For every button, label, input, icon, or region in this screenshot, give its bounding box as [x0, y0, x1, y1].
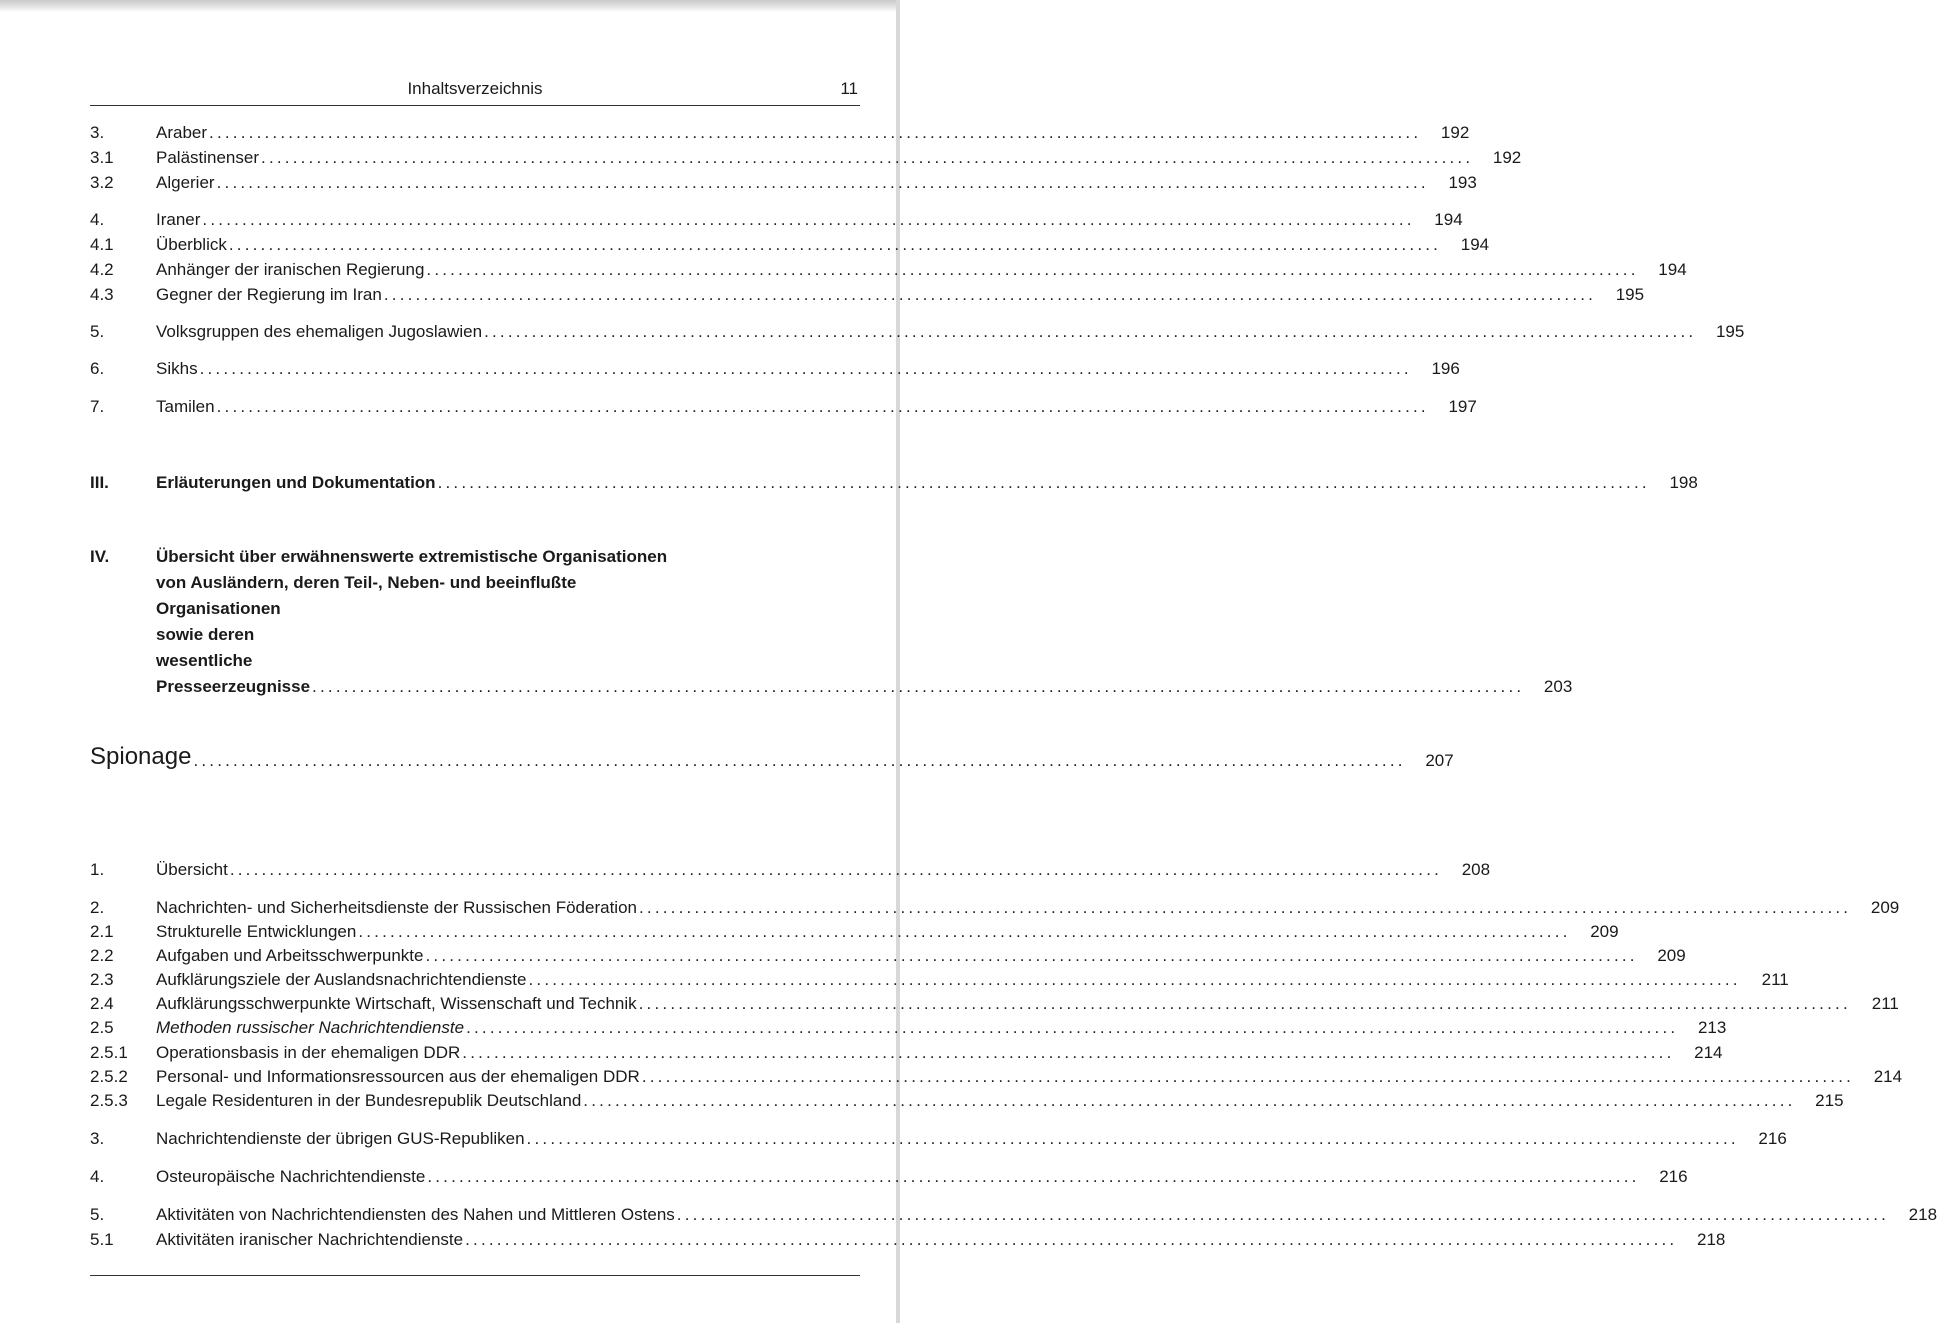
scan-edge-right — [896, 0, 900, 1323]
toc-section-iii[interactable] — [90, 472, 1698, 494]
entry-page: 195 — [1615, 285, 1645, 304]
toc-entry[interactable] — [90, 1128, 1787, 1150]
toc-entry[interactable] — [90, 172, 1477, 194]
entry-page: 214 — [1694, 1043, 1723, 1062]
entry-number: 4.3 — [90, 285, 114, 304]
entry-label: Operationsbasis in der ehemaligen DDR — [156, 1043, 461, 1062]
dot-leader: ......................................................................................................................................................... — [199, 359, 1412, 378]
toc-entry[interactable] — [90, 1042, 1723, 1064]
entry-number: 2.1 — [90, 922, 114, 941]
toc-entry[interactable] — [90, 993, 1899, 1015]
header-rule — [90, 105, 860, 106]
entry-number: 4.1 — [90, 235, 114, 254]
toc-entry[interactable] — [90, 259, 1687, 281]
dot-leader: ......................................................................................................................................................... — [427, 1167, 1640, 1186]
dot-leader: ......................................................................................................................................................... — [462, 1043, 1675, 1062]
dot-leader: ......................................................................................................................................................... — [202, 210, 1415, 229]
entry-number: 7. — [90, 397, 105, 416]
section-number: III. — [90, 473, 109, 492]
entry-number: 2.5 — [90, 1018, 114, 1037]
entry-number: 2.5.2 — [90, 1067, 128, 1086]
entry-page: 209 — [1590, 922, 1619, 941]
toc-entry[interactable] — [90, 897, 1900, 919]
entry-number: 4. — [90, 1167, 105, 1186]
entry-page: 216 — [1758, 1129, 1787, 1148]
toc-entry[interactable] — [90, 147, 1522, 169]
section-title-line-3: Organisationen sowie deren wesentliche Presseerzeugnisse — [156, 599, 311, 696]
header-title: Inhaltsverzeichnis — [407, 79, 543, 98]
entry-page: 197 — [1448, 397, 1477, 416]
dot-leader: ......................................................................................................................................................... — [228, 235, 1442, 254]
entry-label: Volksgruppen des ehemaligen Jugoslawien — [156, 322, 483, 341]
entry-page: 211 — [1761, 970, 1789, 989]
dot-leader: ......................................................................................................................................................... — [676, 1205, 1890, 1224]
entry-number: 3.2 — [90, 173, 114, 192]
entry-label: Tamilen — [156, 397, 215, 416]
entry-page: 209 — [1657, 946, 1686, 965]
dot-leader: ......................................................................................................................................................... — [193, 751, 1406, 770]
section-label: Erläuterungen und Dokumentation — [156, 473, 436, 492]
entry-number: 3. — [90, 123, 105, 142]
dot-leader: ......................................................................................................................................................... — [216, 397, 1429, 416]
dot-leader: ......................................................................................................................................................... — [528, 970, 1741, 989]
entry-label: Aktivitäten iranischer Nachrichtendienste — [156, 1230, 464, 1249]
entry-label: Personal- und Informationsressourcen aus der ehemaligen DDR — [156, 1067, 640, 1086]
entry-number: 4. — [90, 210, 105, 229]
entry-page: 211 — [1871, 994, 1899, 1013]
entry-number: 2.5.3 — [90, 1091, 128, 1110]
toc-entry[interactable] — [90, 969, 1789, 991]
entry-page: 193 — [1448, 173, 1477, 192]
entry-label: Palästinenser — [156, 148, 260, 167]
toc-entry[interactable] — [90, 209, 1463, 231]
dot-leader: ......................................................................................................................................................... — [229, 860, 1443, 879]
entry-label: Aufgaben und Arbeitsschwerpunkte — [156, 946, 424, 965]
entry-number: 2.3 — [90, 970, 114, 989]
entry-page: 195 — [1715, 322, 1745, 341]
entry-number: 1. — [90, 860, 105, 879]
toc-entry[interactable] — [90, 396, 1477, 418]
entry-number: 3. — [90, 1129, 105, 1148]
entry-label: Iraner — [156, 210, 201, 229]
toc-entry[interactable] — [90, 859, 1491, 881]
entry-number: 4.2 — [90, 260, 114, 279]
entry-label: Strukturelle Entwicklungen — [156, 922, 357, 941]
entry-label: Aufklärungsziele der Auslandsnachrichtendienste — [156, 970, 527, 989]
entry-number: 5. — [90, 322, 105, 341]
entry-page: 214 — [1873, 1067, 1903, 1086]
entry-label: Araber — [156, 123, 208, 142]
toc-section-iv[interactable] — [90, 544, 1573, 696]
section-page: 198 — [1669, 473, 1698, 492]
toc-entry[interactable] — [90, 1066, 1903, 1088]
entry-page: 196 — [1431, 359, 1460, 378]
entry-page: 208 — [1461, 860, 1491, 879]
toc-entry[interactable] — [90, 284, 1645, 306]
entry-page: 213 — [1697, 1018, 1727, 1037]
toc-entry[interactable] — [90, 358, 1460, 380]
toc-entry[interactable] — [90, 234, 1490, 256]
section-title-line-2: von Ausländern, deren Teil-, Neben- und beeinflußte — [156, 573, 577, 592]
section-number: IV. — [90, 547, 110, 566]
dot-leader: ......................................................................................................................................................... — [465, 1230, 1678, 1249]
entry-page: 215 — [1815, 1091, 1844, 1110]
entry-number: 2.2 — [90, 946, 114, 965]
entry-page: 194 — [1434, 210, 1463, 229]
toc-entry[interactable] — [90, 1017, 1727, 1039]
entry-label: Anhänger der iranischen Regierung — [156, 260, 425, 279]
dot-leader: ......................................................................................................................................................... — [638, 994, 1851, 1013]
entry-page: 218 — [1696, 1230, 1726, 1249]
entry-label: Überblick — [156, 235, 227, 254]
section-title-line-1: Übersicht über erwähnenswerte extremistische Organisationen — [156, 547, 668, 566]
entry-label: Algerier — [156, 173, 215, 192]
entry-number: 5.1 — [90, 1230, 114, 1249]
toc-entry[interactable] — [90, 921, 1619, 943]
entry-page: 216 — [1659, 1167, 1688, 1186]
footer-rule — [90, 1275, 860, 1276]
dot-leader: ......................................................................................................................................................... — [383, 285, 1597, 304]
dot-leader: ......................................................................................................................................................... — [358, 922, 1571, 941]
entry-label: Osteuropäische Nachrichtendienste — [156, 1167, 426, 1186]
toc-entry[interactable] — [90, 122, 1470, 144]
dot-leader: ......................................................................................................................................................... — [209, 123, 1422, 142]
entry-number: 2. — [90, 898, 105, 917]
entry-page: 209 — [1870, 898, 1900, 917]
dot-leader: ......................................................................................................................................................... — [638, 898, 1852, 917]
entry-page: 192 — [1440, 123, 1470, 142]
entry-label: Nachrichten- und Sicherheitsdienste der Russischen Föderation — [156, 898, 637, 917]
entry-label: Sikhs — [156, 359, 198, 378]
entry-page: 194 — [1658, 260, 1687, 279]
toc-entry[interactable] — [90, 1229, 1726, 1251]
entry-page: 192 — [1492, 148, 1522, 167]
entry-number: 2.4 — [90, 994, 114, 1013]
dot-leader: ......................................................................................................................................................... — [425, 946, 1638, 965]
dot-leader: ......................................................................................................................................................... — [261, 148, 1474, 167]
dot-leader: ......................................................................................................................................................... — [484, 322, 1697, 341]
dot-leader: ......................................................................................................................................................... — [466, 1018, 1679, 1037]
entry-label: Methoden russischer Nachrichtendienste — [156, 1018, 465, 1037]
toc-entry[interactable] — [90, 1090, 1844, 1112]
entry-label: Übersicht — [156, 860, 228, 879]
toc-entry[interactable] — [90, 321, 1745, 343]
entry-number: 3.1 — [90, 148, 114, 167]
toc-entry[interactable] — [90, 1166, 1688, 1188]
dot-leader: ......................................................................................................................................................... — [526, 1129, 1739, 1148]
section-page: 203 — [1543, 677, 1573, 696]
entry-page: 194 — [1460, 235, 1490, 254]
dot-leader: ......................................................................................................................................................... — [437, 473, 1650, 492]
dot-leader: ......................................................................................................................................................... — [426, 260, 1639, 279]
chapter-title: Spionage — [90, 743, 192, 770]
entry-number: 2.5.1 — [90, 1043, 128, 1062]
header-page-number: 11 — [840, 79, 858, 98]
dot-leader: ......................................................................................................................................................... — [641, 1067, 1855, 1086]
entry-label: Aufklärungsschwerpunkte Wirtschaft, Wissenschaft und Technik — [156, 994, 637, 1013]
entry-number: 5. — [90, 1205, 105, 1224]
entry-label: Gegner der Regierung im Iran — [156, 285, 382, 304]
entry-label: Legale Residenturen in der Bundesrepublik Deutschland — [156, 1091, 582, 1110]
chapter-page: 207 — [1425, 751, 1454, 770]
toc-entry[interactable] — [90, 1204, 1937, 1226]
entry-number: 6. — [90, 359, 105, 378]
dot-leader: ......................................................................................................................................................... — [216, 173, 1429, 192]
scan-edge-top — [0, 0, 900, 12]
dot-leader: ......................................................................................................................................................... — [583, 1091, 1796, 1110]
entry-page: 218 — [1908, 1205, 1937, 1224]
entry-label: Nachrichtendienste der übrigen GUS-Republiken — [156, 1129, 525, 1148]
toc-entry[interactable] — [90, 945, 1686, 967]
running-header — [90, 78, 860, 100]
dot-leader: ......................................................................................................................................................... — [312, 677, 1525, 696]
toc-chapter-spionage[interactable] — [90, 742, 1454, 772]
entry-label: Aktivitäten von Nachrichtendiensten des Nahen und Mittleren Ostens — [156, 1205, 675, 1224]
